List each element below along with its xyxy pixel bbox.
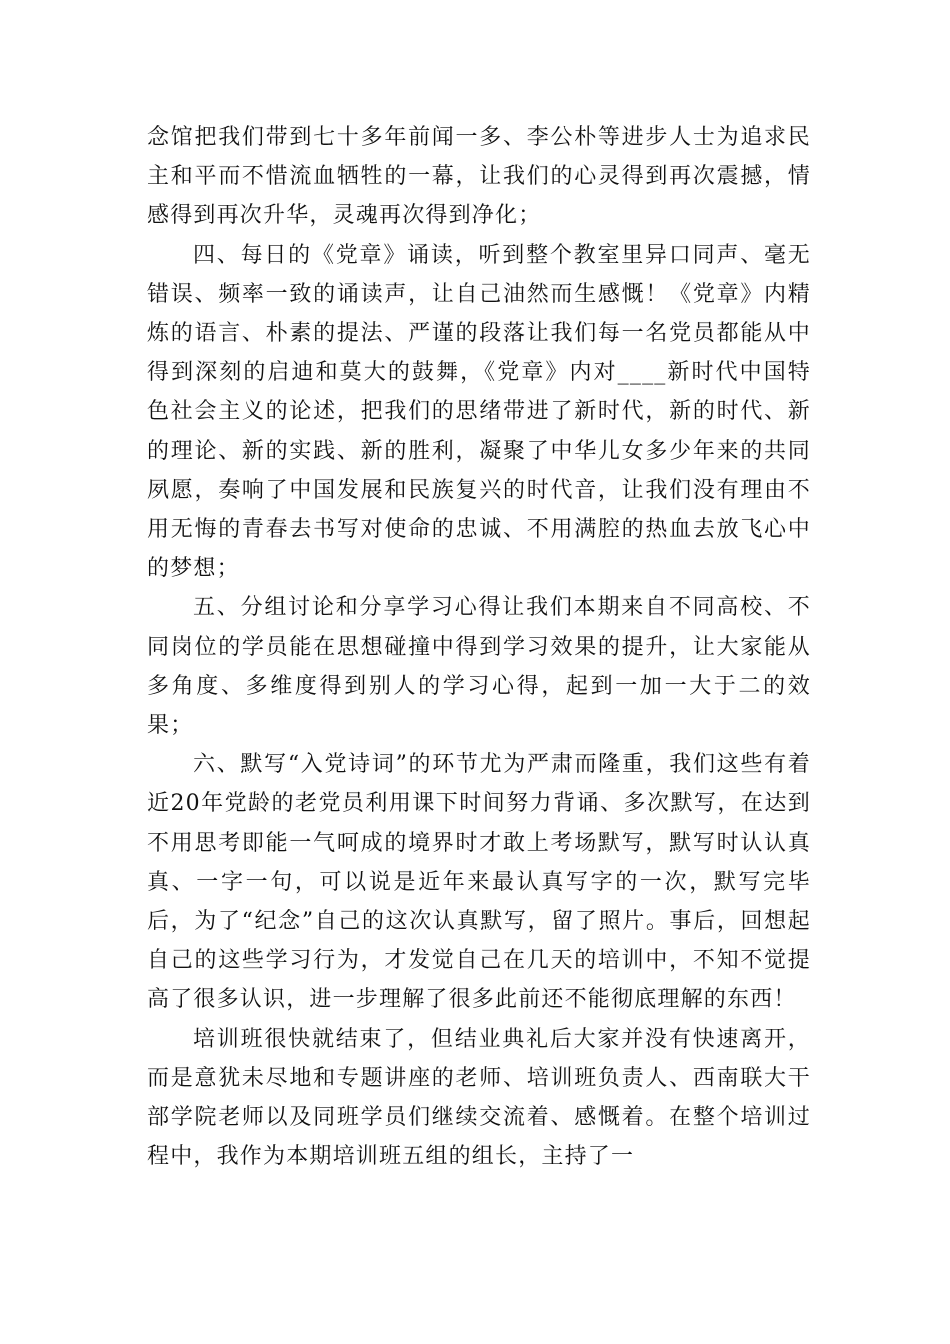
document-body [147,118,811,1176]
paragraph-4: 六、默写“入党诗词”的环节尤为严肃而隆重，我们这些有着近20年党龄的老党员利用课下时间努力背诵、多次默写，在达到不用思考即能一气呵成的境界时才敢上考场默写，默写时认认真真、一字一句，可以说是近年来最认真写字的一次，默写完毕后，为了“纪念”自己的这次认真默写，留了照片。事后，回想起自己的这些学习行为，才发觉自己在几天的培训中，不知不觉提高了很多认识，进一步理解了很多此前还不能彻底理解的东西！ [147,752,811,1013]
paragraph-1: 念馆把我们带到七十多年前闻一多、李公朴等进步人士为追求民主和平而不惜流血牺牲的一幕，让我们的心灵得到再次震撼，情感得到再次升华，灵魂再次得到净化； [147,125,811,229]
paragraph-3: 五、分组讨论和分享学习心得让我们本期来自不同高校、不同岗位的学员能在思想碰撞中得到学习效果的提升，让大家能从多角度、多维度得到别人的学习心得，起到一加一大于二的效果； [147,595,811,739]
paragraph-5: 培训班很快就结束了，但结业典礼后大家并没有快速离开，而是意犹未尽地和专题讲座的老师、培训班负责人、西南联大干部学院老师以及同班学员们继续交流着、感慨着。在整个培训过程中，我作为本期培训班五组的组长，主持了一 [147,1026,811,1170]
paragraph-2: 四、每日的《党章》诵读，听到整个教室里异口同声、毫无错误、频率一致的诵读声，让自己油然而生感慨！《党章》内精炼的语言、朴素的提法、严谨的段落让我们每一名党员都能从中得到深刻的启迪和莫大的鼓舞，《党章》内对____新时代中国特色社会主义的论述，把我们的思绪带进了新时代，新的时代、新的理论、新的实践、新的胜利，凝聚了中华儿女多少年来的共同夙愿，奏响了中国发展和民族复兴的时代音，让我们没有理由不用无悔的青春去书写对使命的忠诚、不用满腔的热血去放飞心中的梦想； [147,242,811,582]
